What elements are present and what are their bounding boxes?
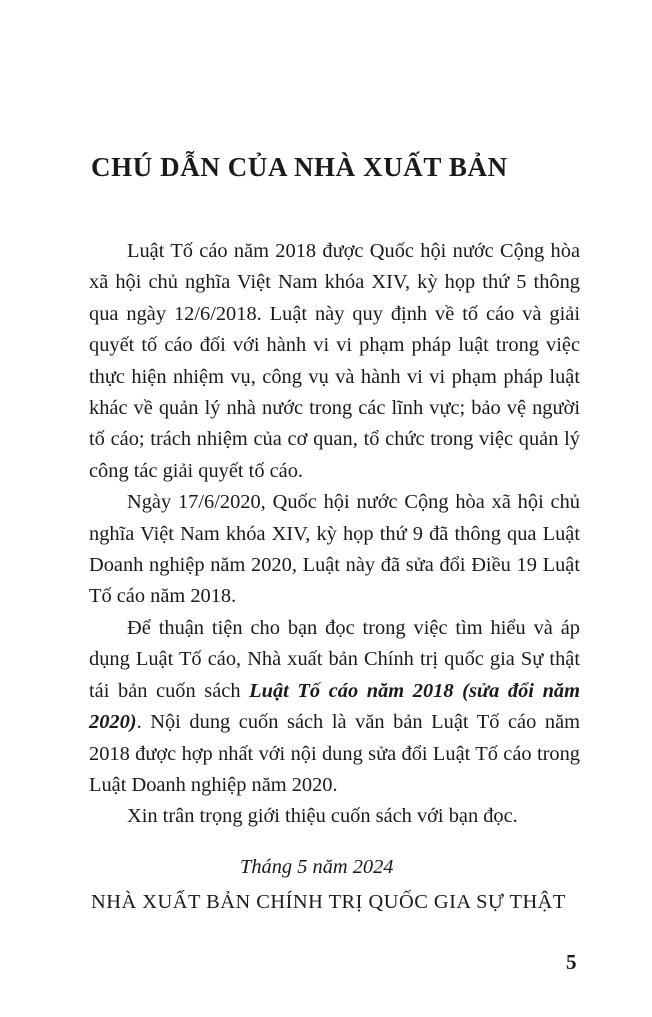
book-title: Luật Tố cáo năm 2018 (sửa đổi năm 2020): [89, 679, 580, 734]
paragraph-2: Ngày 17/6/2020, Quốc hội nước Cộng hòa xã hội chủ nghĩa Việt Nam khóa XIV, kỳ họp thứ 9 đã thông qua Luật Doanh nghiệp năm 2020, Luật này đã sửa đổi Điều 19 Luật Tố cáo năm 2018.: [89, 491, 580, 608]
paragraph-3-rest: . Nội dung cuốn sách là văn bản Luật Tố cáo năm 2018 được hợp nhất với nội dung sửa đổi Luật Tố cáo trong Luật Doanh nghiệp năm 2020.: [89, 711, 580, 796]
paragraph-1-text: Luật Tố cáo năm 2018 được Quốc hội nước Cộng hòa xã hội chủ nghĩa Việt Nam khóa XIV, kỳ họp thứ 5 thông qua ngày 12/6/2018. Luật này quy định về tố cáo và giải quyết tố cáo đối với hành vi vi phạm pháp luật trong việc thực hiện nhiệm vụ, công vụ và hành vi vi phạm pháp luật khác về quản lý nhà nước trong các lĩnh vực; bảo vệ người tố cáo; trách nhiệm của cơ quan, tổ chức trong việc quản lý công tác giải quyết tố cáo.: [89, 240, 580, 482]
paragraph-1: [89, 236, 580, 487]
page-title: CHÚ DẪN CỦA NHÀ XUẤT BẢN: [91, 152, 508, 182]
page-number: 5: [566, 950, 577, 974]
paragraph-3: [89, 613, 580, 801]
preface-body: [89, 236, 580, 833]
signature-publisher: NHÀ XUẤT BẢN CHÍNH TRỊ QUỐC GIA SỰ THẬT: [91, 891, 566, 913]
paragraph-4: Xin trân trọng giới thiệu cuốn sách với bạn đọc.: [127, 805, 518, 828]
signature-date: Tháng 5 năm 2024: [240, 856, 394, 878]
paragraph-3-intro: Để thuận tiện cho bạn đọc trong việc tìm hiểu và áp dụng Luật Tố cáo, Nhà xuất bản Chính trị quốc gia Sự thật tái bản cuốn sách: [89, 616, 580, 702]
